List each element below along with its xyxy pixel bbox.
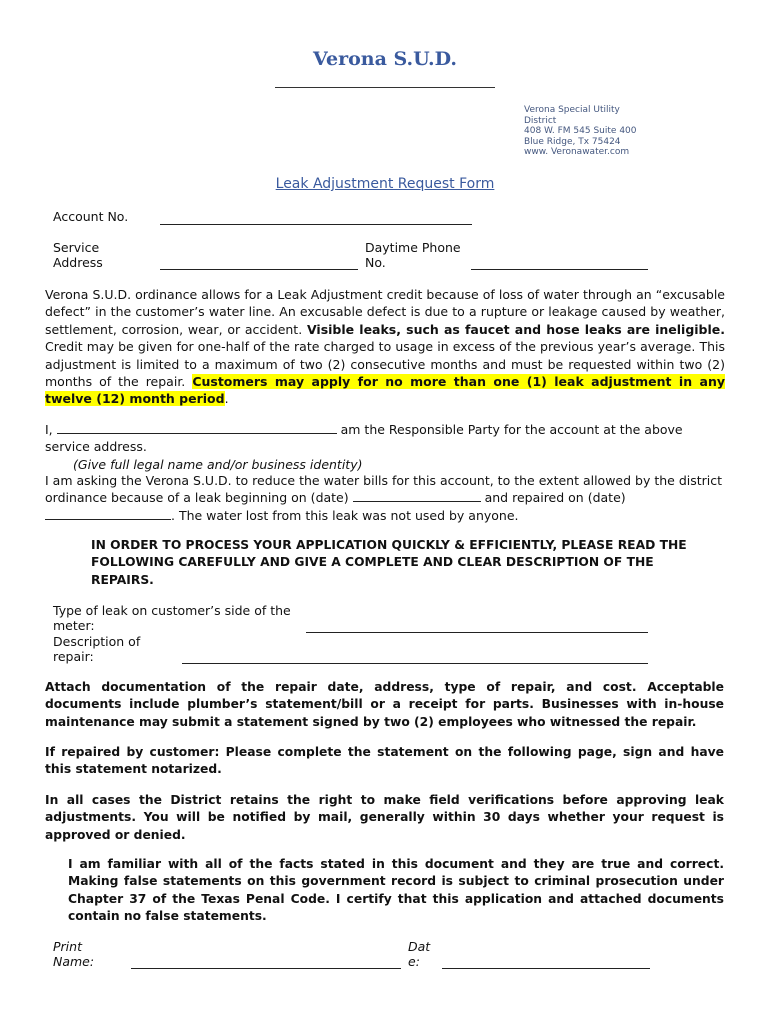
address-line: District bbox=[524, 115, 557, 126]
customer-repair-note: If repaired by customer: Please complete the statement on the following page, sign and have this statement notarized. bbox=[45, 745, 724, 777]
intro-highlight: Customers may apply for no more than one (1) leak adjustment in any twelve (12) month period bbox=[45, 374, 725, 407]
intro-paragraph bbox=[45, 286, 725, 408]
leak-type-label bbox=[53, 603, 291, 633]
print-label-line: Print bbox=[53, 939, 82, 954]
repair-label-line: Description of bbox=[53, 634, 141, 649]
address-line: Blue Ridge, Tx 75424 bbox=[524, 136, 621, 147]
print-label-line: Name: bbox=[53, 954, 95, 969]
date-label bbox=[408, 939, 430, 969]
service-label-line: Service bbox=[53, 240, 100, 255]
phone-field[interactable] bbox=[471, 269, 648, 270]
phone-label-line: No. bbox=[365, 255, 386, 270]
reduction-statement bbox=[45, 472, 735, 524]
date-field[interactable] bbox=[442, 968, 650, 969]
certification-statement: I am familiar with all of the facts stated in this document and they are true and correct. Making false statements on this government record is subject to criminal prosecution under Chapter 37 of the Texas Penal Code. I certify that this application and attached documents contain no false statements. bbox=[68, 857, 724, 924]
responsible-statement bbox=[45, 421, 725, 456]
asking-text: I am asking the Verona S.U.D. to reduce the water bills for this account, to the extent allowed by the district ordinance because of a leak beginning on (date) bbox=[45, 473, 723, 506]
date-label-line: e: bbox=[408, 954, 420, 969]
leak-type-label-line: meter: bbox=[53, 618, 95, 633]
intro-text: Verona S.U.D. ordinance allows for a Leak Adjustment credit because of loss of water through an “excusable defect” in the customer’s water line. An excusable defect is due to a rupture or leakage caused by weather, settlement, corrosion, wear, or accident. bbox=[45, 287, 725, 337]
process-instructions: IN ORDER TO PROCESS YOUR APPLICATION QUICKLY & EFFICIENTLY, PLEASE READ THE FOLLOWING CAREFULLY AND GIVE A COMPLETE AND CLEAR DESCRIPTION OF THE REPAIRS. bbox=[91, 538, 687, 587]
leak-type-field[interactable] bbox=[306, 632, 648, 633]
leak-begin-date-field[interactable] bbox=[353, 490, 481, 502]
address-line: 408 W. FM 545 Suite 400 bbox=[524, 126, 637, 136]
service-address-label bbox=[53, 240, 103, 270]
org-name: Verona S.U.D. bbox=[312, 48, 458, 70]
i-prefix: I, bbox=[45, 422, 57, 437]
service-address-field[interactable] bbox=[160, 269, 358, 270]
print-name-field[interactable] bbox=[131, 968, 401, 969]
legal-name-field[interactable] bbox=[57, 422, 337, 434]
phone-label-line: Daytime Phone bbox=[365, 240, 461, 255]
repair-description-label bbox=[53, 634, 140, 664]
intro-bold: Visible leaks, such as faucet and hose leaks are ineligible. bbox=[306, 321, 726, 337]
responsible-text: am the Responsible Party for the account at the above service address. bbox=[45, 422, 683, 455]
phone-label bbox=[365, 240, 461, 270]
address-line: Verona Special Utility bbox=[524, 105, 620, 115]
service-label-line: Address bbox=[53, 255, 103, 270]
intro-text: Credit may be given for one-half of the rate charged to usage in excess of the previous year’s average. This adjustment is limited to a maximum of two (2) consecutive months and must be requested within two (2) months of the repair. bbox=[45, 339, 725, 390]
address-block bbox=[524, 105, 654, 158]
print-name-label bbox=[53, 939, 94, 969]
leak-type-label-line: Type of leak on customer’s side of the bbox=[53, 603, 291, 618]
repair-date-field[interactable] bbox=[45, 508, 171, 520]
repair-description-field[interactable] bbox=[182, 663, 648, 664]
intro-end: . bbox=[224, 391, 229, 407]
address-line: www. Veronawater.com bbox=[524, 147, 630, 157]
water-lost-text: . The water lost from this leak was not used by anyone. bbox=[171, 507, 519, 523]
form-title: Leak Adjustment Request Form bbox=[275, 176, 495, 192]
repair-label-line: repair: bbox=[53, 649, 94, 664]
date-label-line: Dat bbox=[408, 939, 431, 954]
legal-name-hint: (Give full legal name and/or business identity) bbox=[73, 457, 363, 472]
account-field[interactable] bbox=[160, 224, 472, 225]
title-rule bbox=[275, 87, 495, 88]
attach-documentation: Attach documentation of the repair date, address, type of repair, and cost. Acceptable documents include plumber’s statement/bill or a receipt for parts. Businesses with in-house maintenance may submit a statement signed by two (2) employees who witnessed the repair. bbox=[45, 680, 724, 729]
verification-note: In all cases the District retains the right to make field verifications before approving leak adjustments. You will be notified by mail, generally within 30 days whether your request is approved or denied. bbox=[45, 793, 724, 842]
repaired-text: and repaired on (date) bbox=[480, 490, 626, 506]
account-label: Account No. bbox=[53, 209, 129, 224]
